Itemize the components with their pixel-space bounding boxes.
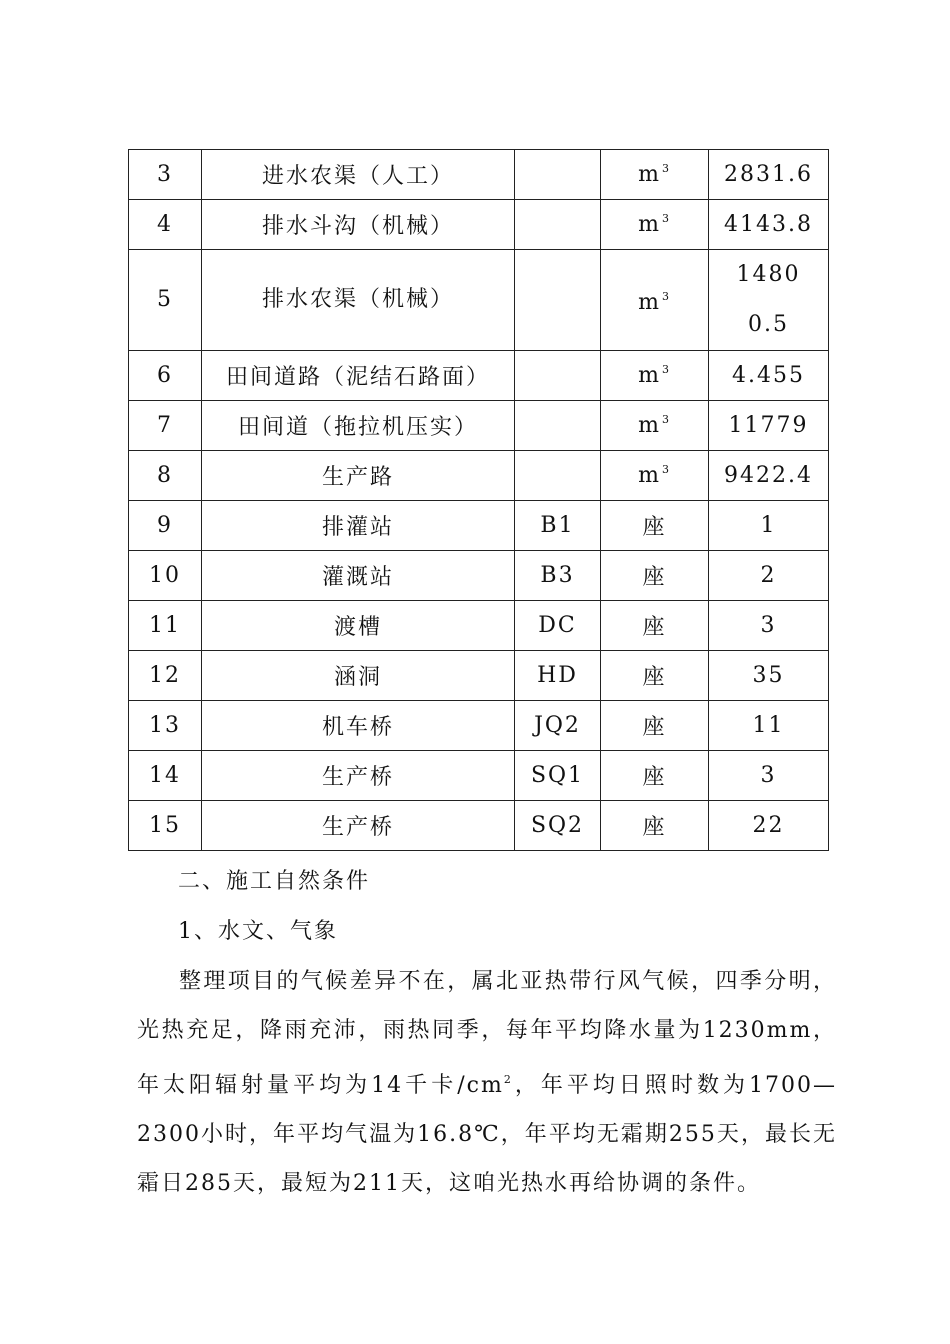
row-number-cell: 11 (129, 601, 202, 651)
unit-text: m (638, 413, 661, 438)
quantity-table (128, 149, 829, 851)
table-row (129, 601, 829, 651)
row-number-cell: 12 (129, 651, 202, 701)
quantity-cell (709, 250, 829, 351)
quantity-cell: 2831.6 (709, 150, 829, 200)
item-code-cell (515, 250, 601, 351)
quantity-value: 14800.5 (736, 262, 801, 337)
unit-label (642, 715, 666, 740)
unit-text: 座 (642, 515, 667, 540)
unit-cell (601, 401, 709, 451)
unit-text: 座 (642, 615, 667, 640)
item-code-cell: JQ2 (515, 701, 601, 751)
item-code-cell: SQ2 (515, 801, 601, 851)
item-name-cell: 田间道路（泥结石路面） (202, 351, 515, 401)
section-heading: 二、施工自然条件 (178, 869, 371, 894)
quantity-cell: 4143.8 (709, 200, 829, 250)
item-name-cell: 排水农渠（机械） (202, 250, 515, 351)
unit-text: m (638, 290, 661, 315)
unit-cell (601, 351, 709, 401)
row-number-cell: 9 (129, 501, 202, 551)
table-row (129, 801, 829, 851)
item-name-cell: 渡槽 (202, 601, 515, 651)
item-code-cell (515, 351, 601, 401)
quantity-cell: 35 (709, 651, 829, 701)
unit-cell (601, 801, 709, 851)
unit-label (638, 162, 671, 187)
unit-text: m (638, 212, 661, 237)
row-number-cell: 14 (129, 751, 202, 801)
unit-label (638, 463, 671, 488)
item-name-cell: 生产桥 (202, 751, 515, 801)
quantity-cell: 11 (709, 701, 829, 751)
item-code-cell (515, 150, 601, 200)
table-row (129, 401, 829, 451)
section-subheading: 1、水文、气象 (178, 919, 338, 944)
row-number-cell: 5 (129, 250, 202, 351)
item-name-cell: 进水农渠（人工） (202, 150, 515, 200)
paragraph-text-1: 整理项目的气候差异不在，属北亚热带行风气候，四季分明，光热充足，降雨充沛，雨热同季，每年平均降水量为1230mm，年太阳辐射量平均为14千卡/cm (137, 969, 837, 1098)
item-code-cell: B3 (515, 551, 601, 601)
unit-cell (601, 551, 709, 601)
row-number-cell: 3 (129, 150, 202, 200)
table-row (129, 451, 829, 501)
table-row (129, 701, 829, 751)
quantity-cell: 4.455 (709, 351, 829, 401)
unit-text: 座 (642, 665, 667, 690)
unit-text: m (638, 162, 661, 187)
quantity-cell: 1 (709, 501, 829, 551)
unit-cell (601, 200, 709, 250)
item-code-cell: DC (515, 601, 601, 651)
unit-label (638, 290, 671, 315)
table-row (129, 551, 829, 601)
unit-text: m (638, 463, 661, 488)
table-row (129, 351, 829, 401)
item-code-cell (515, 401, 601, 451)
item-name-cell: 机车桥 (202, 701, 515, 751)
unit-text: 座 (642, 715, 667, 740)
quantity-cell: 3 (709, 601, 829, 651)
row-number-cell: 7 (129, 401, 202, 451)
climate-paragraph (137, 957, 837, 1208)
unit-text: m (638, 363, 661, 388)
row-number-cell: 8 (129, 451, 202, 501)
item-name-cell: 生产桥 (202, 801, 515, 851)
row-number-cell: 15 (129, 801, 202, 851)
table-row (129, 651, 829, 701)
unit-superscript: 3 (661, 290, 671, 303)
item-code-cell (515, 451, 601, 501)
table-row (129, 250, 829, 351)
unit-superscript: 3 (661, 162, 671, 175)
unit-label (642, 765, 666, 790)
unit-label (642, 515, 666, 540)
unit-superscript: 3 (661, 413, 671, 426)
unit-label (638, 363, 671, 388)
unit-text: 座 (642, 815, 667, 840)
table-row (129, 751, 829, 801)
row-number-cell: 10 (129, 551, 202, 601)
unit-superscript: 3 (661, 363, 671, 376)
unit-label (638, 212, 671, 237)
item-code-cell: SQ1 (515, 751, 601, 801)
item-name-cell: 排水斗沟（机械） (202, 200, 515, 250)
item-name-cell: 排灌站 (202, 501, 515, 551)
quantity-cell: 9422.4 (709, 451, 829, 501)
item-code-cell: HD (515, 651, 601, 701)
table-row (129, 501, 829, 551)
unit-label (642, 615, 666, 640)
quantity-table-body (129, 150, 829, 851)
unit-cell (601, 751, 709, 801)
unit-cell (601, 250, 709, 351)
paragraph-text-2: ，年平均日照时数为1700—2300小时，年平均气温为16.8℃，年平均无霜期255天，最长无霜日285天，最短为211天，这咱光热水再给协调的条件。 (137, 1073, 837, 1196)
unit-label (642, 665, 666, 690)
row-number-cell: 13 (129, 701, 202, 751)
item-name-cell: 灌溉站 (202, 551, 515, 601)
unit-superscript: 3 (661, 463, 671, 476)
unit-text: 座 (642, 565, 667, 590)
unit-cell (601, 150, 709, 200)
unit-superscript: 3 (661, 212, 671, 225)
item-code-cell (515, 200, 601, 250)
unit-label (642, 565, 666, 590)
table-row (129, 200, 829, 250)
unit-cell (601, 601, 709, 651)
unit-label (638, 413, 671, 438)
quantity-cell: 2 (709, 551, 829, 601)
unit-cell (601, 451, 709, 501)
quantity-cell: 3 (709, 751, 829, 801)
row-number-cell: 4 (129, 200, 202, 250)
quantity-cell: 22 (709, 801, 829, 851)
row-number-cell: 6 (129, 351, 202, 401)
table-row (129, 150, 829, 200)
item-name-cell: 田间道（拖拉机压实） (202, 401, 515, 451)
unit-cell (601, 651, 709, 701)
item-name-cell: 涵洞 (202, 651, 515, 701)
paragraph-superscript: 2 (503, 1073, 513, 1086)
item-code-cell: B1 (515, 501, 601, 551)
unit-text: 座 (642, 765, 667, 790)
unit-cell (601, 501, 709, 551)
item-name-cell: 生产路 (202, 451, 515, 501)
unit-cell (601, 701, 709, 751)
unit-label (642, 815, 666, 840)
quantity-cell: 11779 (709, 401, 829, 451)
